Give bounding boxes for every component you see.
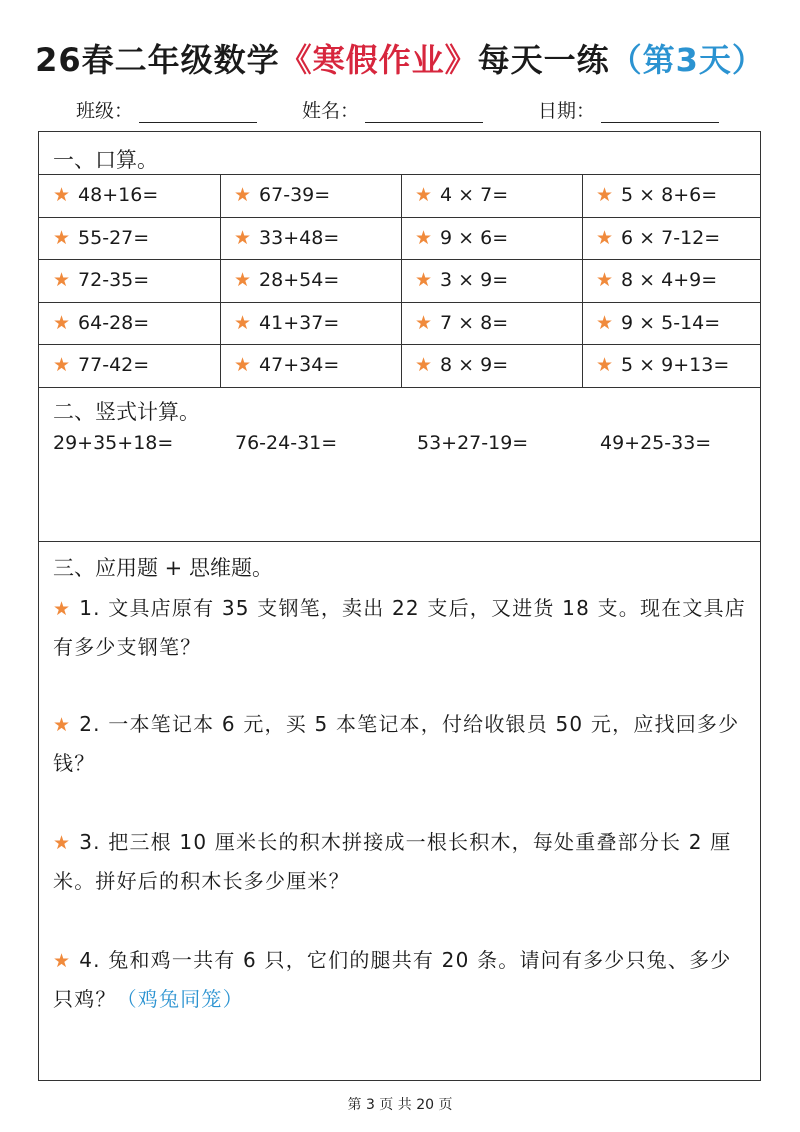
mental-math-expression: 48+16=: [78, 184, 159, 206]
mental-math-expression: 4 × 7=: [440, 184, 509, 206]
name-field[interactable]: [302, 96, 483, 123]
word-problem: [53, 705, 751, 782]
mental-math-cell: [53, 174, 158, 216]
star-icon: ★: [234, 269, 252, 291]
mental-math-cell: [596, 217, 720, 259]
mental-math-expression: 8 × 4+9=: [621, 269, 718, 291]
star-icon: ★: [234, 312, 252, 334]
class-field[interactable]: [76, 96, 257, 123]
mental-math-cell: [53, 302, 149, 344]
title-main: 26春二年级数学: [35, 41, 280, 79]
mental-math-cell: [234, 259, 339, 301]
title-red: 《寒假作业》: [279, 41, 478, 79]
mental-math-cell: [596, 344, 729, 386]
mental-math-cell: [415, 344, 508, 386]
mental-math-cell: [415, 302, 508, 344]
vertical-calc-item: 29+35+18=: [53, 432, 174, 454]
divider: [39, 387, 760, 388]
mental-math-expression: 33+48=: [259, 227, 340, 249]
mental-math-expression: 77-42=: [78, 354, 150, 376]
section1-title: 一、口算。: [53, 148, 158, 172]
mental-math-cell: [596, 302, 720, 344]
mental-math-expression: 47+34=: [259, 354, 340, 376]
mental-math-cell: [415, 174, 508, 216]
vertical-calc-item: 53+27-19=: [417, 432, 529, 454]
star-icon: ★: [596, 227, 614, 249]
mental-math-cell: [596, 174, 717, 216]
star-icon: ★: [53, 950, 72, 972]
star-icon: ★: [415, 269, 433, 291]
mental-math-expression: 64-28=: [78, 312, 150, 334]
word-problem: [53, 589, 751, 666]
star-icon: ★: [53, 832, 72, 854]
word-problem: [53, 941, 751, 1018]
name-label: 姓名：: [302, 100, 360, 122]
mental-math-expression: 55-27=: [78, 227, 150, 249]
mental-math-cell: [53, 217, 149, 259]
mental-math-expression: 6 × 7-12=: [621, 227, 721, 249]
mental-math-expression: 7 × 8=: [440, 312, 509, 334]
mental-math-expression: 5 × 9+13=: [621, 354, 730, 376]
divider: [39, 541, 760, 542]
mental-math-cell: [596, 259, 717, 301]
mental-math-cell: [234, 174, 330, 216]
vertical-calc-item: 49+25-33=: [600, 432, 712, 454]
word-problem: [53, 823, 751, 900]
mental-math-expression: 72-35=: [78, 269, 150, 291]
star-icon: ★: [234, 227, 252, 249]
section3-title: 三、应用题 + 思维题。: [53, 556, 273, 580]
star-icon: ★: [415, 354, 433, 376]
mental-math-cell: [234, 217, 339, 259]
star-icon: ★: [596, 184, 614, 206]
star-icon: ★: [53, 598, 72, 620]
date-field[interactable]: [538, 96, 719, 123]
worksheet-title: [0, 38, 800, 82]
mental-math-cell: [415, 259, 508, 301]
mental-math-expression: 28+54=: [259, 269, 340, 291]
worksheet-frame: [38, 131, 761, 1081]
mental-math-expression: 3 × 9=: [440, 269, 509, 291]
star-icon: ★: [53, 714, 72, 736]
name-blank[interactable]: [365, 100, 483, 123]
page-number: 第 3 页 共 20 页: [347, 1097, 453, 1113]
star-icon: ★: [53, 227, 71, 249]
column-divider: [582, 174, 583, 387]
date-blank[interactable]: [601, 100, 719, 123]
problem-text: 4. 兔和鸡一共有 6 只，它们的腿共有 20 条。请问有多少只兔、多少只鸡？: [53, 948, 732, 1011]
problem-hint: （鸡兔同笼）: [116, 987, 244, 1011]
mental-math-expression: 41+37=: [259, 312, 340, 334]
title-mid: 每天一练: [477, 41, 610, 79]
vertical-calc-item: 76-24-31=: [235, 432, 338, 454]
problem-text: 1. 文具店原有 35 支钢笔，卖出 22 支后，又进货 18 支。现在文具店有多少支钢笔？: [53, 596, 746, 659]
star-icon: ★: [53, 184, 71, 206]
star-icon: ★: [596, 354, 614, 376]
mental-math-expression: 9 × 6=: [440, 227, 509, 249]
mental-math-cell: [53, 344, 149, 386]
star-icon: ★: [415, 227, 433, 249]
mental-math-cell: [234, 344, 339, 386]
mental-math-expression: 9 × 5-14=: [621, 312, 721, 334]
column-divider: [401, 174, 402, 387]
star-icon: ★: [53, 354, 71, 376]
class-blank[interactable]: [139, 100, 257, 123]
mental-math-cell: [53, 259, 149, 301]
star-icon: ★: [415, 312, 433, 334]
mental-math-expression: 5 × 8+6=: [621, 184, 718, 206]
star-icon: ★: [53, 269, 71, 291]
date-label: 日期：: [538, 100, 596, 122]
title-day: （第3天）: [609, 41, 765, 79]
column-divider: [220, 174, 221, 387]
mental-math-cell: [234, 302, 339, 344]
mental-math-cell: [415, 217, 508, 259]
star-icon: ★: [596, 312, 614, 334]
section2-title: 二、竖式计算。: [53, 400, 200, 424]
class-label: 班级：: [76, 100, 134, 122]
star-icon: ★: [415, 184, 433, 206]
star-icon: ★: [53, 312, 71, 334]
mental-math-expression: 8 × 9=: [440, 354, 509, 376]
star-icon: ★: [596, 269, 614, 291]
star-icon: ★: [234, 354, 252, 376]
mental-math-expression: 67-39=: [259, 184, 331, 206]
problem-text: 2. 一本笔记本 6 元，买 5 本笔记本，付给收银员 50 元，应找回多少钱？: [53, 712, 740, 775]
star-icon: ★: [234, 184, 252, 206]
problem-text: 3. 把三根 10 厘米长的积木拼接成一根长积木，每处重叠部分长 2 厘米。拼好后的积木长多少厘米？: [53, 830, 732, 893]
